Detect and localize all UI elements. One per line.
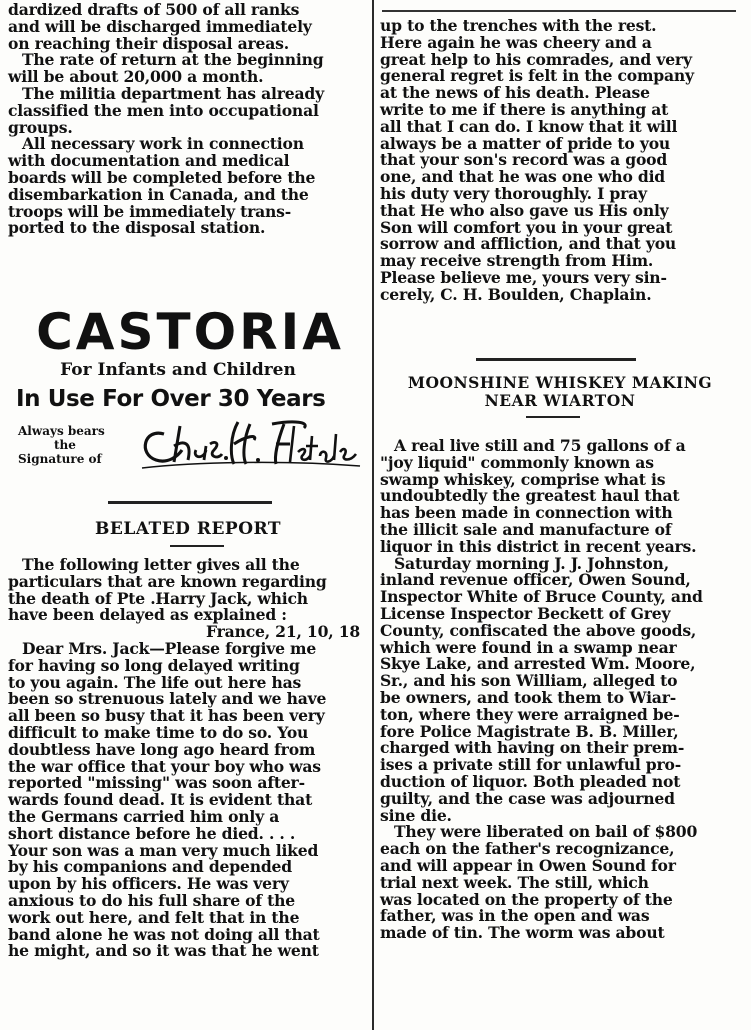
heading-rule: [170, 545, 224, 547]
paragraph: The rate of return at the beginning will be about 20,000 a month.: [8, 50, 324, 87]
ad-divider: [108, 501, 272, 504]
heading-line: MOONSHINE WHISKEY MAKING: [407, 373, 713, 392]
letter-body: Dear Mrs. Jack—Please forgive me for having so long delayed writing to you again. The life out here has been so strenuous lately and we have all been so busy that it has been very difficult to make time to do so. You doubtless have long ago heard from the war office that your boy who was reported "missing" was soon after- wards found dead. It is evident that the Germans carried him only a short distance before he died. . . . Your son was a man very much liked by his companions and depended upon by his officers. He was very anxious to do his full share of the work out here, and felt that in the band alone he was not doing all that he might, and so it was that he went: [8, 638, 327, 961]
ad-use-line: In Use For Over 30 Years: [16, 386, 326, 412]
article-heading-moonshine: [382, 374, 738, 410]
article-intro: The following letter gives all the particulars that are known regarding the death of Pte .Harry Jack, which have been delayed as explained :: [8, 555, 327, 625]
ad-bears-line: Always bears: [18, 424, 105, 438]
right-divider: [476, 358, 636, 361]
left-column-top: [8, 2, 368, 237]
heading-line: NEAR WIARTON: [484, 391, 636, 410]
belated-report-body: [8, 557, 368, 960]
ad-bears-text: [18, 424, 128, 466]
paragraph: They were liberated on bail of $800 each on the father's recognizance, and will appear in Owen Sound for trial next week. The still, which was located on the property of the father, was in the open and was made of tin. The worm was about: [380, 822, 698, 943]
letter-continued: up to the trenches with the rest. Here again he was cheery and a great help to his comrades, and very general regret is felt in the company at the news of his death. Please write to me if there is anything at all that I can do. I know that it will always be a matter of pride to you that your son's record was a good one, and that he was one who did his duty very thoroughly. I pray that He who also gave us His only Son will comfort you in your great sorrow and affliction, and that you may receive strength from Him. Please believe me, yours very sin- cerely, C. H. Boulden, Chaplain.: [380, 16, 694, 304]
ad-bears-line: the: [54, 438, 76, 452]
article-heading-belated-report: BELATED REPORT: [95, 519, 281, 539]
paragraph: The militia department has already classified the men into occupational groups.: [8, 83, 324, 137]
paragraph: A real live still and 75 gallons of a "joy liquid" commonly known as swamp whiskey, comprise what is undoubtedly the greatest haul that has been made in connection with the illicit sale and manufacture of liquor in this district in recent years.: [380, 436, 697, 556]
column-rule: [372, 0, 374, 1030]
signature-image: [134, 416, 366, 474]
castoria-advertisement: [8, 298, 368, 478]
top-rule: [382, 10, 736, 12]
ad-subtitle: For Infants and Children: [60, 360, 296, 380]
paragraph: dardized drafts of 500 of all ranks and will be discharged immediately on reaching their disposal areas.: [8, 0, 312, 53]
heading-rule: [526, 416, 580, 418]
moonshine-article-body: [380, 438, 738, 942]
paragraph: Saturday morning J. J. Johnston, inland revenue officer, Owen Sound, Inspector White of Bruce County, and License Inspector Beckett of Grey County, confiscated the above goods, which were found in a swamp near Skye Lake, and arrested Wm. Moore, Sr., and his son William, alleged to be owners, and took them to Wiar- ton, where they were arraigned be- fore Police Magistrate B. B. Miller, charged with having on their prem- ises a private still for unlawful pro- duction of liquor. Both pleaded not guilty, and the case was adjourned sine die.: [380, 553, 703, 825]
ad-bears-line: Signature of: [18, 452, 102, 466]
article-dateline: France, 21, 10, 18: [206, 622, 360, 642]
ad-title: CASTORIA: [36, 303, 344, 361]
paragraph: All necessary work in connection with documentation and medical boards will be completed before the disembarkation in Canada, and the troops will be immediately trans- ported to the disposal station.: [8, 134, 316, 238]
right-column-letter: [380, 18, 738, 304]
